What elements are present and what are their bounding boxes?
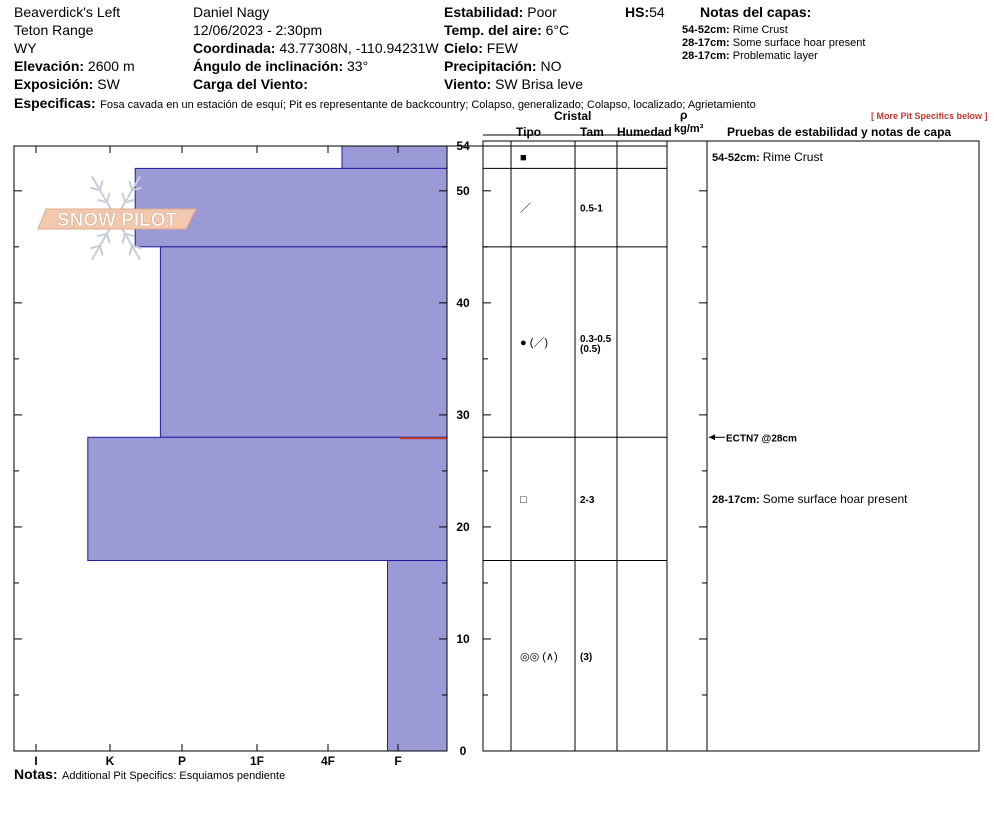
slope-label: Ángulo de inclinación: bbox=[193, 58, 344, 74]
crystal-type-symbol: ◎◎ (∧) bbox=[520, 650, 558, 663]
air-temp-value: 6°C bbox=[545, 22, 570, 38]
logo-snowflake-branch bbox=[129, 181, 132, 191]
hardness-label: P bbox=[177, 754, 187, 768]
depth-label: 50 bbox=[456, 183, 470, 198]
layer-comment bbox=[712, 150, 823, 164]
hardness-bar bbox=[135, 168, 447, 246]
stability-value: Poor bbox=[527, 4, 557, 20]
crystal-type-symbol: ■ bbox=[520, 152, 527, 165]
precip-value: NO bbox=[540, 58, 562, 74]
elevation-label: Elevación: bbox=[14, 58, 85, 74]
crystal-type-symbol: ● (／) bbox=[520, 337, 549, 350]
sky-value: FEW bbox=[486, 40, 518, 56]
hardness-bar bbox=[160, 247, 447, 437]
cristal-header: Cristal bbox=[554, 109, 592, 123]
depth-label: 40 bbox=[456, 295, 470, 310]
observation-datetime: 12/06/2023 - 2:30pm bbox=[193, 22, 323, 38]
hardness-bar bbox=[342, 146, 447, 168]
layer-note-range: 54-52cm: bbox=[682, 24, 730, 36]
notes-value: Additional Pit Specifics: Esquiamos pendiente bbox=[62, 770, 286, 782]
layer-comment-text: Some surface hoar present bbox=[762, 491, 908, 506]
hardness-bar bbox=[388, 561, 448, 751]
logo-text: SNOW PILOT bbox=[56, 210, 178, 231]
depth-label: 10 bbox=[456, 631, 470, 646]
layer-comment-text: Rime Crust bbox=[762, 150, 823, 165]
sky-label: Cielo: bbox=[444, 40, 483, 56]
layer-note-text: Rime Crust bbox=[732, 24, 788, 36]
test-result-arrowhead bbox=[709, 434, 715, 440]
stability-label: Estabilidad: bbox=[444, 4, 524, 20]
coordinate-label: Coordinada: bbox=[193, 40, 276, 56]
location-name: Beaverdick's Left bbox=[14, 4, 121, 20]
more-specifics-link[interactable]: [ More Pit Specifics below ] bbox=[871, 111, 988, 121]
layer-comment-range: 28-17cm: bbox=[712, 493, 763, 506]
specifics-label: Especificas: bbox=[14, 95, 96, 111]
test-result-label: ECTN7 @28cm bbox=[726, 433, 797, 445]
state-name: WY bbox=[14, 40, 37, 56]
layer-comment bbox=[712, 492, 908, 506]
logo-snowflake-branch bbox=[100, 181, 103, 191]
tam-header: Tam bbox=[580, 125, 604, 139]
wind-label: Viento: bbox=[444, 76, 492, 92]
tests-title-header: Pruebas de estabilidad y notas de capa bbox=[727, 125, 952, 139]
hardness-label: F bbox=[394, 754, 402, 768]
elevation-value: 2600 m bbox=[87, 58, 135, 74]
depth-label: 54 bbox=[456, 139, 470, 153]
depth-label: 20 bbox=[456, 519, 470, 534]
crystal-type-symbol: ／ bbox=[520, 202, 531, 215]
crystal-size: 0.3-0.5 bbox=[580, 334, 612, 346]
notes-row bbox=[14, 767, 285, 783]
hardness-label: I bbox=[34, 754, 38, 768]
layer-note-text: Some surface hoar present bbox=[732, 37, 866, 49]
slope-value: 33° bbox=[347, 58, 369, 74]
hs-value: 54 bbox=[649, 4, 665, 20]
wind-load-label: Carga del Viento: bbox=[193, 76, 308, 92]
humedad-header: Humedad bbox=[617, 125, 672, 139]
depth-label: 0 bbox=[459, 744, 467, 758]
range-name: Teton Range bbox=[14, 22, 94, 38]
hs-label: HS: bbox=[625, 4, 650, 20]
logo-snowflake-branch bbox=[107, 193, 110, 203]
crystal-size-secondary: (0.5) bbox=[580, 344, 601, 356]
crystal-size: 0.5-1 bbox=[580, 203, 603, 215]
crystal-size: (3) bbox=[580, 651, 593, 663]
logo-snowflake-branch bbox=[122, 193, 125, 203]
depth-label: 30 bbox=[456, 407, 470, 422]
layer-note-text: Problematic layer bbox=[732, 50, 818, 62]
aspect-label: Exposición: bbox=[14, 76, 94, 92]
layer-note-range: 28-17cm: bbox=[682, 37, 730, 49]
notes-label: Notas: bbox=[14, 766, 58, 782]
logo-snowflake-branch bbox=[122, 234, 125, 244]
logo-snowflake-branch bbox=[100, 246, 103, 256]
coordinate-value: 43.77308N, -110.94231W bbox=[279, 40, 439, 56]
logo-snowflake-branch bbox=[107, 234, 110, 244]
crystal-type-symbol: □ bbox=[520, 493, 527, 506]
hardness-label: K bbox=[105, 754, 115, 768]
hardness-label: 1F bbox=[249, 754, 265, 768]
hardness-bar bbox=[88, 437, 447, 560]
hardness-label: 4F bbox=[320, 754, 336, 768]
specifics-value: Fosa cavada en un estación de esquí; Pit es representante de backcountry; Colapso, generalizado; Colapso, localizado; Agrietamiento bbox=[100, 99, 756, 111]
tipo-header: Tipo bbox=[516, 125, 542, 139]
air-temp-label: Temp. del aire: bbox=[444, 22, 542, 38]
precip-label: Precipitación: bbox=[444, 58, 537, 74]
logo-snowflake-branch bbox=[129, 246, 132, 256]
layer-note-range: 28-17cm: bbox=[682, 50, 730, 62]
wind-value: SW Brisa leve bbox=[495, 76, 584, 92]
aspect-value: SW bbox=[97, 76, 120, 92]
rho-header: ρ bbox=[680, 108, 688, 122]
observer-name: Daniel Nagy bbox=[193, 4, 270, 20]
layer-comment-range: 54-52cm: bbox=[712, 152, 763, 165]
density-unit-header: kg/m³ bbox=[674, 123, 704, 135]
layer-notes-title: Notas del capas: bbox=[700, 4, 812, 20]
crystal-size: 2-3 bbox=[580, 494, 595, 506]
